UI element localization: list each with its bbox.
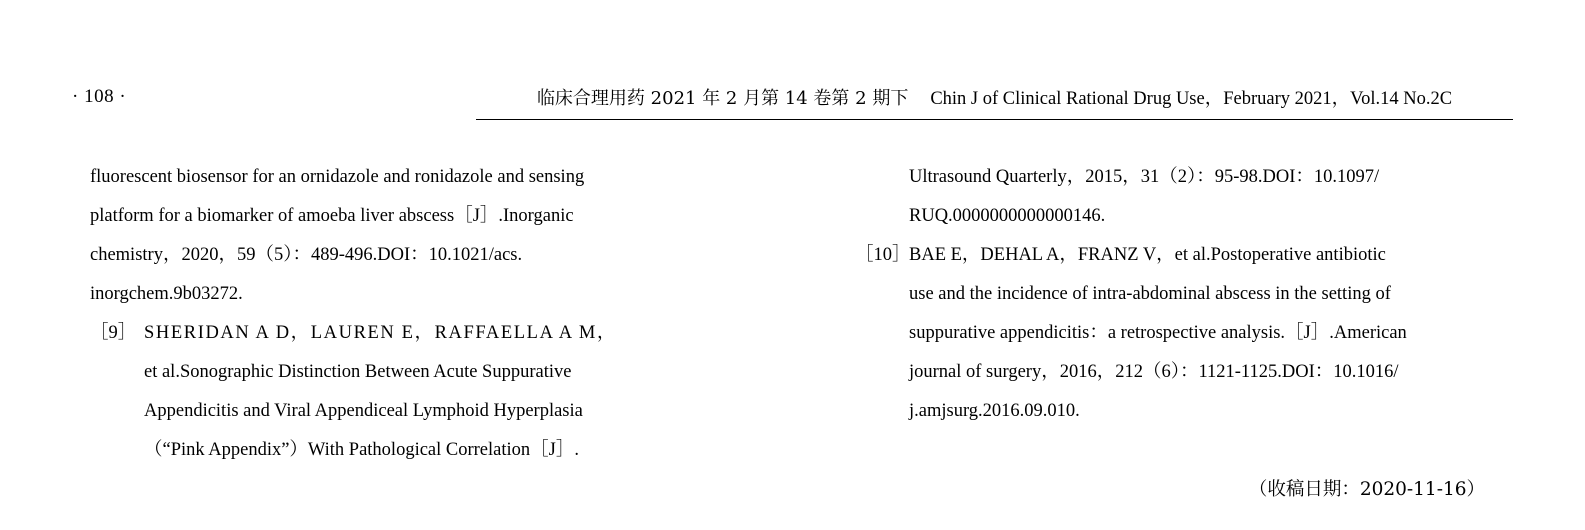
running-head-english: Chin J of Clinical Rational Drug Use，February 2021，Vol.14 No.2C bbox=[930, 89, 1453, 109]
page-number: · 108 · bbox=[72, 86, 127, 107]
reference-line: Ultrasound Quarterly，2015，31（2）：95-98.DOI：10.1097/ bbox=[909, 167, 1380, 187]
reference-continued-right bbox=[855, 158, 1485, 236]
reference-line: j.amjsurg.2016.09.010. bbox=[909, 401, 1080, 421]
reference-line: platform for a biomarker of amoeba liver abscess［J］.Inorganic bbox=[90, 206, 574, 226]
reference-line: （“Pink Appendix”）With Pathological Correlation［J］. bbox=[144, 440, 579, 460]
reference-line: use and the incidence of intra-abdominal abscess in the setting of bbox=[909, 284, 1391, 304]
reference-line: et al.Sonographic Distinction Between Acute Suppurative bbox=[144, 362, 572, 382]
reference-line: suppurative appendicitis：a retrospective analysis.［J］.American bbox=[909, 323, 1407, 343]
right-column bbox=[855, 158, 1485, 500]
reference-label-9: ［9］ bbox=[90, 323, 137, 343]
running-head bbox=[476, 84, 1513, 110]
reference-line: BAE E，DEHAL A，FRANZ V，et al.Postoperative antibiotic bbox=[909, 245, 1386, 265]
reference-line: chemistry，2020，59（5）：489-496.DOI：10.1021/acs. bbox=[90, 245, 523, 265]
reference-line: SHERIDAN A D，LAUREN E，RAFFAELLA A M， bbox=[144, 323, 618, 343]
received-date: （收稿日期：2020-11-16） bbox=[1248, 479, 1485, 500]
reference-item-10 bbox=[855, 236, 1485, 431]
reference-continued-left bbox=[90, 158, 720, 314]
reference-item-9 bbox=[90, 314, 720, 470]
reference-line: Appendicitis and Viral Appendiceal Lymphoid Hyperplasia bbox=[144, 401, 583, 421]
reference-line: fluorescent biosensor for an ornidazole and ronidazole and sensing bbox=[90, 167, 585, 187]
reference-label-10: ［10］ bbox=[855, 245, 911, 265]
reference-line: inorgchem.9b03272. bbox=[90, 284, 243, 304]
page-header bbox=[72, 78, 1513, 122]
left-column bbox=[90, 158, 720, 470]
header-divider bbox=[476, 119, 1513, 120]
reference-line: RUQ.0000000000000146. bbox=[909, 206, 1106, 226]
reference-line: journal of surgery，2016，212（6）：1121-1125.DOI：10.1016/ bbox=[909, 362, 1399, 382]
running-head-chinese: 临床合理用药 2021 年 2 月第 14 卷第 2 期下 bbox=[536, 88, 909, 109]
